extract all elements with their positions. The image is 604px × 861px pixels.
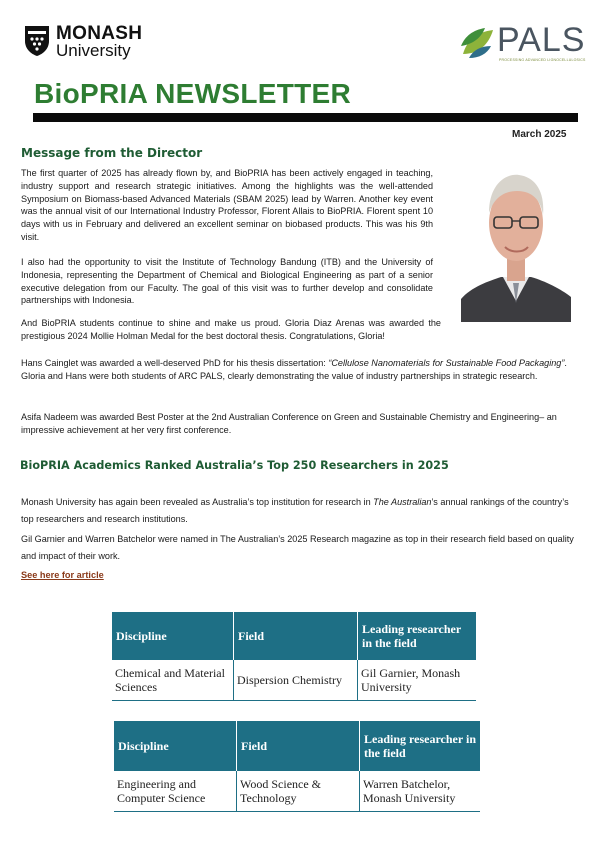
- hans-paragraph: [21, 357, 581, 383]
- table-header-row: [114, 721, 480, 771]
- cell-field: Wood Science & Technology: [237, 771, 360, 811]
- column-header-discipline: Discipline: [114, 721, 237, 771]
- article-link[interactable]: See here for article: [21, 570, 104, 580]
- ranking-p1-publication: The Australian: [373, 497, 432, 507]
- ranking-table-2: [114, 721, 480, 812]
- monash-logo: [22, 24, 142, 64]
- column-header-field: Field: [237, 721, 360, 771]
- issue-date: March 2025: [512, 129, 567, 140]
- monash-line2: University: [56, 41, 131, 60]
- ranking-heading: BioPRIA Academics Ranked Australia’s Top 250 Researchers in 2025: [20, 459, 449, 472]
- pals-tagline: PROCESSING ADVANCED LIGNOCELLULOSICS: [499, 58, 586, 62]
- newsletter-title-suffix: NEWSLETTER: [147, 78, 352, 109]
- table-row: [114, 771, 480, 811]
- title-rule: [33, 113, 578, 122]
- column-header-researcher: Leading researcher in the field: [360, 721, 481, 771]
- column-header-discipline: Discipline: [112, 612, 234, 660]
- monash-wordmark: [56, 25, 142, 59]
- monash-line1: MONASH: [56, 23, 143, 44]
- leaf-icon: [459, 24, 497, 60]
- director-heading: Message from the Director: [21, 146, 203, 160]
- ranking-p1-after: ’s annual rankings of the country’s top researchers and research institutions.: [21, 497, 569, 524]
- ranking-paragraph-1: [21, 494, 581, 528]
- director-paragraph-3: And BioPRIA students continue to shine and make us proud. Gloria Diaz Arenas was awarded the prestigious 2024 Mollie Holman Medal for the best doctoral thesis. Congratulations, Gloria!: [21, 318, 441, 341]
- cell-discipline: Engineering and Computer Science: [114, 771, 237, 811]
- newsletter-title: [34, 77, 351, 111]
- director-portrait-icon: [461, 161, 571, 322]
- hans-thesis-title: “Cellulose Nanomaterials for Sustainable Food Packaging”: [328, 358, 565, 368]
- pals-wordmark: PALS: [497, 21, 586, 59]
- table-row: [112, 660, 476, 700]
- director-paragraph-2: I also had the opportunity to visit the Institute of Technology Bandung (ITB) and the University of Indonesia, representing the Department of Chemical and Biological Engineering as part of a senior executive delegation from our Faculty. The goal of this visit was to further develop and consolidate partnerships with Indonesia.: [21, 257, 433, 306]
- hans-text-after: . Gloria and Hans were both students of ARC PALS, clearly demonstrating the value of industry partnerships in strategic research.: [21, 358, 567, 381]
- table-header-row: [112, 612, 476, 660]
- newsletter-title-prefix: BioPRIA: [34, 78, 148, 109]
- director-photo: [461, 161, 571, 322]
- pals-logo: [459, 21, 586, 64]
- hans-text-before: Hans Cainglet was awarded a well-deserved PhD for his thesis dissertation:: [21, 358, 329, 368]
- asifa-paragraph: Asifa Nadeem was awarded Best Poster at the 2nd Australian Conference on Green and Sustainable Chemistry and Engineering– an impressive achievement at her very first conference.: [21, 412, 557, 435]
- ranking-table-1: [112, 612, 476, 701]
- cell-researcher: Warren Batchelor, Monash University: [360, 771, 481, 811]
- cell-researcher: Gil Garnier, Monash University: [358, 660, 477, 700]
- column-header-field: Field: [234, 612, 358, 660]
- ranking-p1-before: Monash University has again been revealed as Australia’s top institution for research in: [21, 497, 374, 507]
- cell-field: Dispersion Chemistry: [234, 660, 358, 700]
- ranking-paragraph-2: Gil Garnier and Warren Batchelor were named in The Australian’s 2025 Research magazine as top in their research field based on quality and impact of their work.: [21, 534, 574, 561]
- column-header-researcher: Leading researcher in the field: [358, 612, 477, 660]
- director-paragraph-1: The first quarter of 2025 has already flown by, and BioPRIA has been actively engaged in teaching, industry support and research strategic initiatives. Among the highlights was the well-attended Symposium on Biomass-based Advanced Materials (SBAM 2025) lead by Warren. Another key event was the annual visit of our International Industry Professor, Florent Allais to BioPRIA. Florent spent 10 days with us in February and delivered an excellent seminar on biobased products. This was his 9th visit.: [21, 168, 433, 242]
- monash-crest-icon: [24, 25, 50, 57]
- cell-discipline: Chemical and Material Sciences: [112, 660, 234, 700]
